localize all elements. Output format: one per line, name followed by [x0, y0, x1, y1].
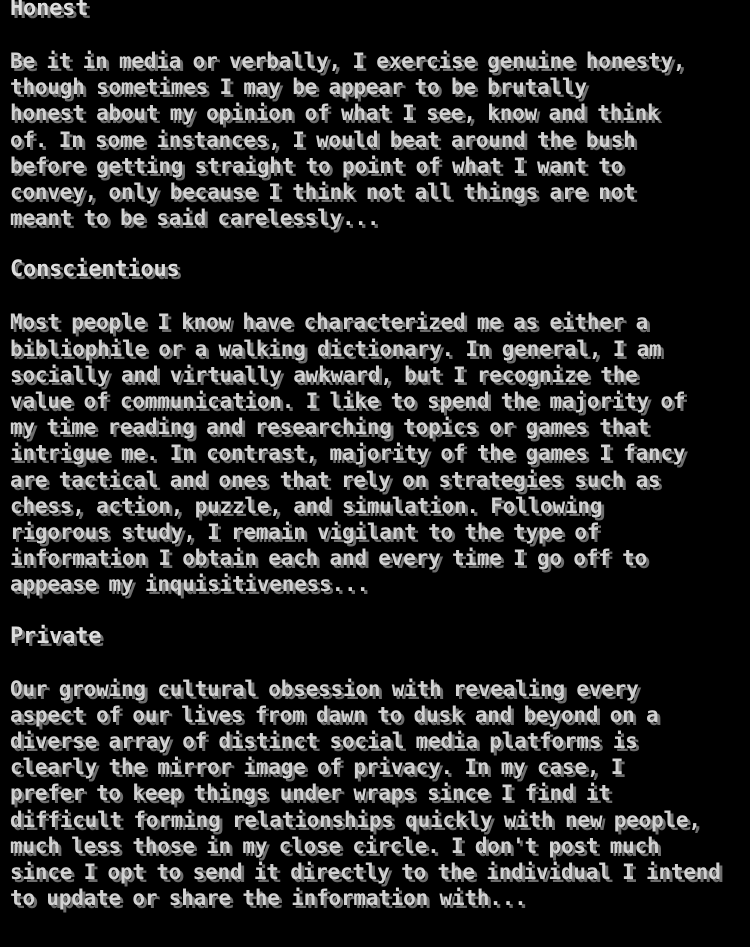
paragraph-line: since I opt to send it directly to the individual I intend [10, 860, 721, 885]
paragraph-line: of. In some instances, I would beat around the bush [10, 127, 636, 152]
section-paragraph-private [10, 676, 740, 912]
section-conscientious [10, 257, 740, 597]
paragraph-line: prefer to keep things under wraps since I find it [10, 781, 611, 806]
paragraph-line: though sometimes I may be appear to be brutally [10, 75, 587, 100]
paragraph-line: before getting straight to point of what I want to [10, 153, 624, 178]
paragraph-line: difficult forming relationships quickly with new people, [10, 807, 701, 832]
paragraph-line: honest about my opinion of what I see, know and think [10, 101, 660, 126]
paragraph-line: aspect of our lives from dawn to dusk and beyond on a [10, 702, 659, 727]
paragraph-line: bibliophile or a walking dictionary. In general, I am [10, 336, 662, 361]
paragraph-line: rigorous study, I remain vigilant to the type of [10, 520, 600, 545]
section-paragraph-conscientious [10, 309, 740, 597]
section-heading-private: Private [10, 623, 102, 649]
paragraph-line: to update or share the information with... [10, 886, 527, 911]
paragraph-line: convey, only because I think not all things are not [10, 180, 636, 205]
paragraph-line: intrigue me. In contrast, majority of the games I fancy [10, 441, 686, 466]
paragraph-line: meant to be said carelessly... [10, 206, 380, 231]
section-heading-conscientious: Conscientious [10, 257, 180, 283]
section-heading-honest: Honest [10, 0, 89, 21]
paragraph-line: socially and virtually awkward, but I recognize the [10, 362, 638, 387]
section-private [10, 624, 740, 912]
paragraph-line: value of communication. I like to spend the majority of [10, 389, 686, 414]
paragraph-line: clearly the mirror image of privacy. In my case, I [10, 755, 624, 780]
paragraph-line: much less those in my close circle. I don't post much [10, 833, 660, 858]
section-paragraph-honest [10, 48, 740, 231]
paragraph-line: Most people I know have characterized me as either a [10, 310, 649, 335]
paragraph-line: diverse array of distinct social media platforms is [10, 729, 638, 754]
paragraph-line: appease my inquisitiveness... [10, 572, 369, 597]
paragraph-line: Our growing cultural obsession with revealing every [10, 676, 639, 701]
section-honest [10, 0, 740, 231]
paragraph-line: chess, action, puzzle, and simulation. Following [10, 493, 603, 518]
paragraph-line: my time reading and researching topics or games that [10, 415, 650, 440]
paragraph-line: Be it in media or verbally, I exercise genuine honesty, [10, 49, 686, 73]
paragraph-line: are tactical and ones that rely on strategies such as [10, 467, 661, 492]
paragraph-line: information I obtain each and every time I go off to [10, 546, 648, 571]
